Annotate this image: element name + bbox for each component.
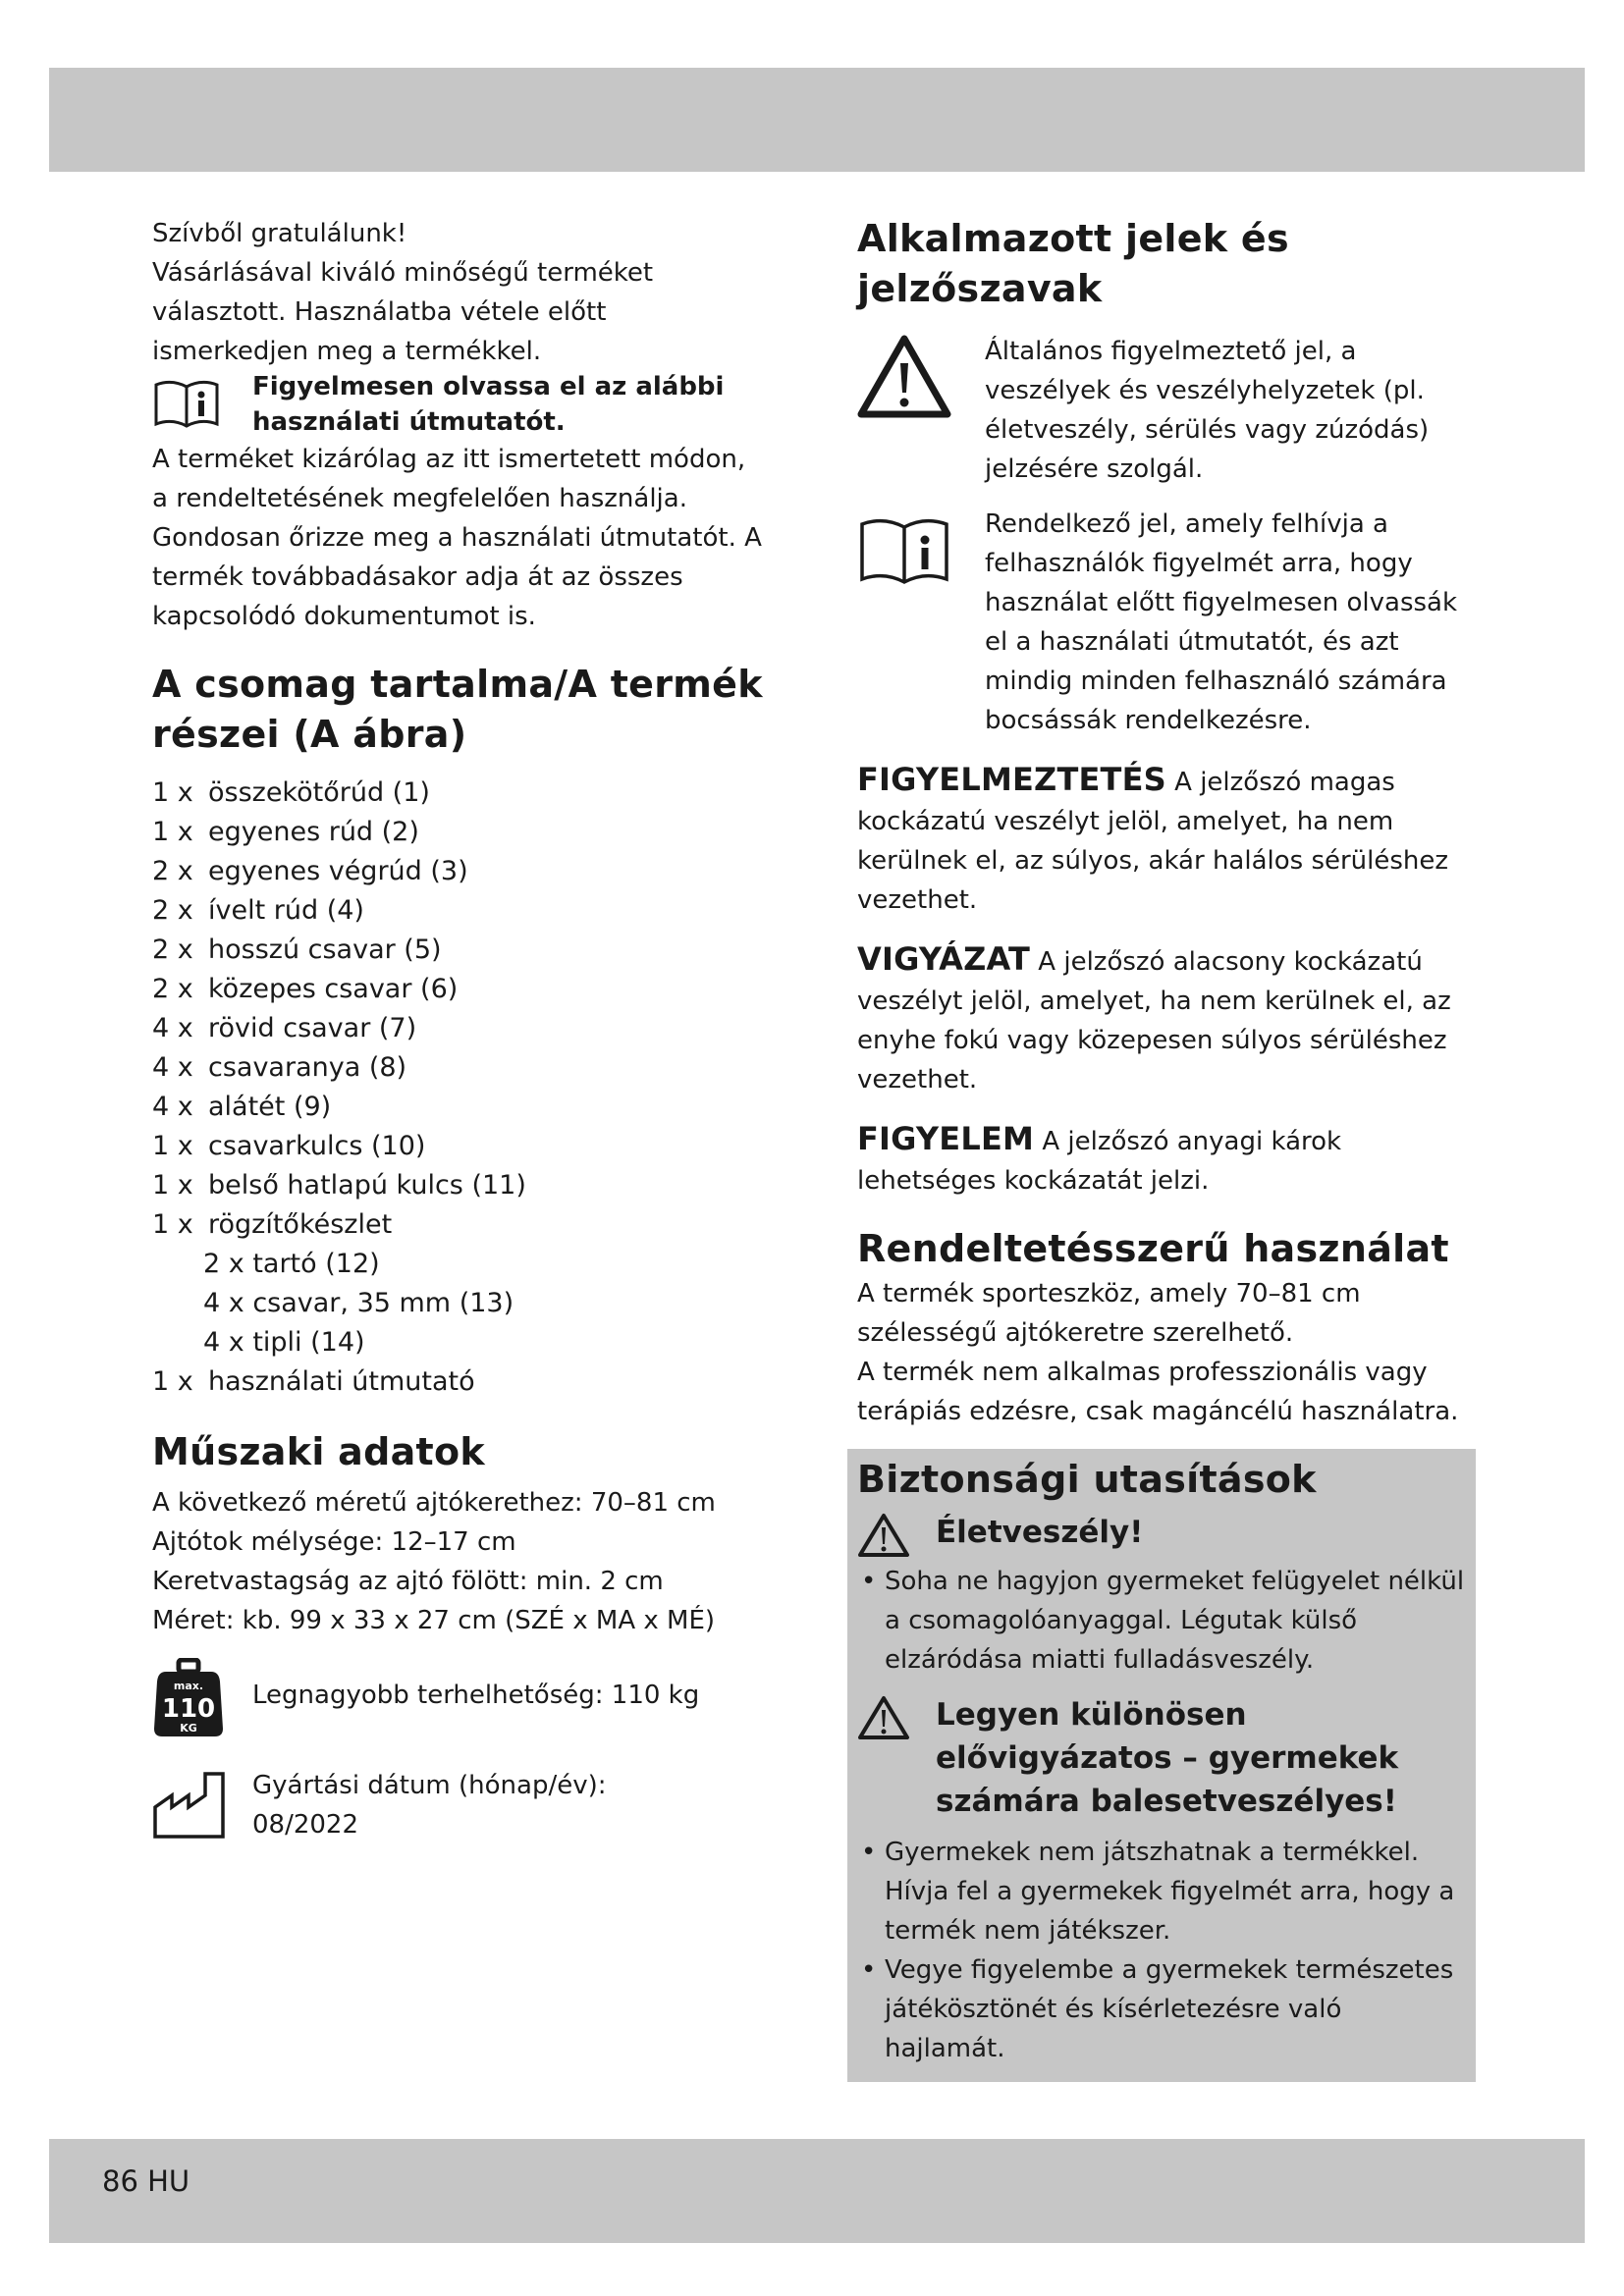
signal-notice [857, 1119, 1486, 1201]
footer-bar [49, 2139, 1585, 2243]
list-item: 2 x egyenes végrúd (3) [152, 856, 468, 886]
spec-line: A következő méretű ajtókerethez: 70–81 cm [152, 1488, 716, 1518]
safety-heading: Biztonsági utasítások [857, 1458, 1317, 1501]
list-item: 1 x belső hatlapú kulcs (11) [152, 1170, 526, 1201]
info-symbol-desc: Rendelkező jel, amely felhívja a felhasználók figyelmét arra, hogy használat előtt figyelmesen olvassák el a használati útmutatót, és azt mindig minden felhasználó számára bocsássák rendelkezésre. [985, 509, 1458, 735]
list-subitem: 4 x csavar, 35 mm (13) [203, 1288, 514, 1318]
svg-text:KG: KG [180, 1722, 197, 1735]
manufacture-date-label: Gyártási dátum (hónap/év): [252, 1771, 607, 1800]
warning-symbol-desc: Általános figyelmeztető jel, a veszélyek és veszélyhelyzetek (pl. életveszély, sérülés vagy zúzódás) jelzésére szolgál. [985, 337, 1430, 484]
factory-icon [152, 1770, 231, 1841]
signal-text: A jelzőszó magas kockázatú veszélyt jelöl, amelyet, ha nem kerülnek el, az súlyos, akár halálos sérüléshez vezethet. [857, 768, 1449, 915]
spec-line: Méret: kb. 99 x 33 x 27 cm (SZÉ x MA x MÉ) [152, 1606, 716, 1635]
intended-use-para: A termék nem alkalmas professzionális vagy terápiás edzésre, csak magáncélú használatra. [857, 1358, 1459, 1426]
list-item: • Vegye figyelembe a gyermekek természetes játékösztönét és kísérletezésre való hajlamát. [857, 1950, 1466, 2068]
signal-keyword: FIGYELMEZTETÉS [857, 761, 1166, 798]
contents-heading: A csomag tartalma/A termék részei (A ábra) [152, 663, 763, 756]
safety-list [857, 1562, 1466, 1680]
intended-use-para: A termék sporteszköz, amely 70–81 cm szélességű ajtókeretre szerelhető. [857, 1279, 1361, 1348]
svg-text:110: 110 [161, 1694, 216, 1724]
header-bar [49, 68, 1585, 172]
notice-text: Figyelmesen olvassa el az alábbi használati útmutatót. [252, 372, 725, 437]
page-number: 86 HU [102, 2164, 190, 2198]
weight-icon [152, 1658, 225, 1738]
list-item: 1 x rögzítőkészlet [152, 1209, 393, 1240]
list-item: 1 x használati útmutató [152, 1366, 475, 1397]
list-item: 4 x rövid csavar (7) [152, 1013, 417, 1043]
signal-text: A jelzőszó anyagi károk lehetséges kockázatát jelzi. [857, 1127, 1342, 1196]
list-item: 1 x csavarkulcs (10) [152, 1131, 426, 1161]
signal-keyword: FIGYELEM [857, 1120, 1035, 1157]
specs-list [152, 1483, 766, 1640]
left-column [152, 214, 766, 1844]
specs-heading: Műszaki adatok [152, 1430, 486, 1473]
manual-book-icon [857, 514, 951, 587]
list-subitem: 4 x tipli (14) [203, 1327, 365, 1358]
spec-line: Ajtótok mélysége: 12–17 cm [152, 1527, 516, 1557]
warning-triangle-icon [857, 1513, 910, 1558]
signal-keyword: VIGYÁZAT [857, 940, 1031, 978]
list-item: 2 x közepes csavar (6) [152, 974, 459, 1004]
child-danger-warning: Legyen különösen elővigyázatos – gyermekek számára balesetveszélyes! [857, 1693, 1466, 1823]
read-manual-notice [152, 369, 766, 440]
list-item: 4 x alátét (9) [152, 1092, 332, 1122]
list-item: 2 x ívelt rúd (4) [152, 895, 364, 926]
greeting: Szívből gratulálunk! [152, 219, 407, 248]
intro-paragraph: Vásárlásával kiváló minőségű terméket választott. Használatba vétele előtt ismerkedjen meg a termékkel. [152, 258, 654, 366]
manufacture-date-value: 08/2022 [252, 1810, 359, 1840]
list-item: 4 x csavaranya (8) [152, 1052, 407, 1083]
list-item: 2 x hosszú csavar (5) [152, 934, 442, 965]
signal-text: A jelzőszó alacsony kockázatú veszélyt jelöl, amelyet, ha nem kerülnek el, az enyhe fokú vagy közepesen súlyos sérüléshez vezethet. [857, 947, 1451, 1095]
signal-warning [857, 760, 1486, 920]
warning-triangle-icon [857, 334, 951, 418]
life-danger-warning: Életveszély! [857, 1511, 1466, 1554]
list-subitem: 2 x tartó (12) [203, 1249, 380, 1279]
signal-caution [857, 939, 1486, 1099]
safety-list [857, 1833, 1466, 2068]
list-item: 1 x egyenes rúd (2) [152, 817, 419, 847]
warning-triangle-icon [857, 1695, 910, 1740]
info-symbol-row [857, 505, 1486, 740]
right-column [857, 214, 1486, 2082]
symbols-heading: Alkalmazott jelek és jelzőszavak [857, 217, 1289, 310]
list-item: 1 x összekötőrúd (1) [152, 777, 430, 808]
max-load-text: Legnagyobb terhelhetőség: 110 kg [252, 1681, 700, 1710]
max-load-row [152, 1658, 766, 1738]
manufacture-date-row [152, 1766, 766, 1844]
usage-paragraph: A terméket kizárólag az itt ismertetett módon, a rendeltetésének megfelelően használja. Gondosan őrizze meg a használati útmutatót. A termék továbbadásakor adja át az összes kapcsolódó dokumentumot is. [152, 445, 762, 631]
warning-symbol-row [857, 332, 1486, 489]
contents-list [152, 774, 766, 1402]
list-item: • Soha ne hagyjon gyermeket felügyelet nélkül a csomagolóanyaggal. Légutak külső elzáródása miatti fulladásveszély. [857, 1562, 1466, 1680]
intended-use-heading: Rendeltetésszerű használat [857, 1227, 1449, 1270]
list-item: • Gyermekek nem játszhatnak a termékkel. Hívja fel a gyermekek figyelmét arra, hogy a termék nem játékszer. [857, 1833, 1466, 1950]
svg-text:max.: max. [173, 1680, 204, 1692]
manual-book-icon [152, 377, 221, 430]
safety-box [847, 1449, 1476, 2082]
spec-line: Keretvastagság az ajtó fölött: min. 2 cm [152, 1567, 664, 1596]
